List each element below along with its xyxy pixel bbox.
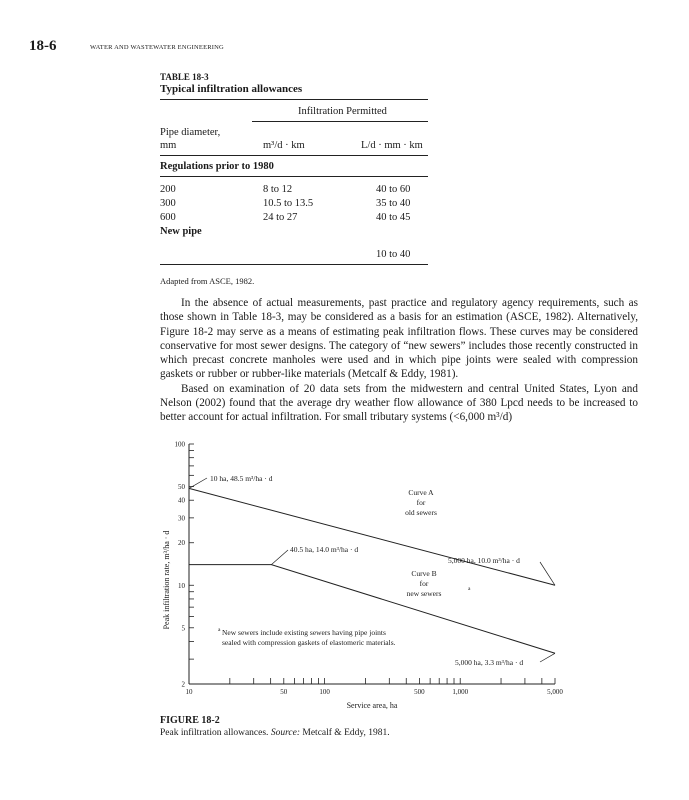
curve-b-label-line3: new sewers xyxy=(406,589,442,598)
y-tick-label: 20 xyxy=(178,539,185,548)
paragraph-1: In the absence of actual measurements, past practice and regulatory agency requirements, such as those shown in Table 18-3, may be considered as a basis for an estimation (ASCE, 1982). Alternatively, Figure 18-2 may serve as a means of estimating peak infiltration flows. These curves may be considered conservative for most sewer designs. The category of “new sewers” includes those recently constructed in which precast concrete manholes were used and in which pipe joints were sealed with compression gaskets or rubber or rubber-like materials (Metcalf & Eddy, 1981). xyxy=(160,297,638,381)
running-title: WATER AND WASTEWATER ENGINEERING xyxy=(90,44,224,51)
table-label: TABLE 18-3 xyxy=(160,72,209,82)
y-tick-label: 100 xyxy=(174,440,185,449)
col3-header: L/d · mm · km xyxy=(361,140,423,151)
x-tick-label: 10 xyxy=(185,688,193,696)
new-pipe-value: 10 to 40 xyxy=(376,249,411,260)
caption-source-label: Source: xyxy=(270,728,301,738)
col1-header-line2: mm xyxy=(160,140,177,151)
x-tick-label: 500 xyxy=(414,688,425,696)
caption-prefix: Peak infiltration allowances. xyxy=(160,728,269,738)
y-tick-label: 30 xyxy=(178,514,185,523)
footnote-marker: a xyxy=(468,586,471,592)
footnote-line2: sealed with compression gaskets of elastomeric materials. xyxy=(222,638,396,647)
page-number: 18-6 xyxy=(29,38,57,54)
y-tick-label: 40 xyxy=(178,496,185,505)
x-tick-label: 100 xyxy=(319,688,330,696)
figure-caption xyxy=(160,728,390,738)
table-cell: 35 to 40 xyxy=(376,198,411,209)
table-cell: 8 to 12 xyxy=(263,184,293,195)
table-source: Adapted from ASCE, 1982. xyxy=(160,276,255,286)
table-cell: 10.5 to 13.5 xyxy=(263,198,314,209)
curve-b-label-line1: Curve B xyxy=(411,569,437,578)
annotation-a-start: 10 ha, 48.5 m³/ha · d xyxy=(210,474,273,483)
col2-header: m³/d · km xyxy=(263,140,305,151)
x-axis-label: Service area, ha xyxy=(346,701,398,710)
table-title: Typical infiltration allowances xyxy=(160,83,303,95)
annotation-a-end: 5,000 ha, 10.0 m³/ha · d xyxy=(448,556,520,565)
leader-a-start xyxy=(189,478,207,488)
leader-b-knee xyxy=(271,550,288,565)
curve-a-label-line2: for xyxy=(416,498,426,507)
curve-b-label-line2: for xyxy=(419,579,429,588)
table-cell: 300 xyxy=(160,198,176,209)
section-new-pipe: New pipe xyxy=(160,226,202,237)
annotation-b-end: 5,000 ha, 3.3 m³/ha · d xyxy=(455,658,524,667)
table-cell: 600 xyxy=(160,212,176,223)
x-tick-label: 5,000 xyxy=(547,688,563,696)
curve-a-line xyxy=(189,488,555,585)
figure-label: FIGURE 18-2 xyxy=(160,715,220,726)
y-axis-label: Peak infiltration rate, m³/ha · d xyxy=(162,530,171,630)
y-tick-label: 5 xyxy=(181,624,185,633)
annotation-b-knee: 40.5 ha, 14.0 m³/ha · d xyxy=(290,545,359,554)
leader-b-end xyxy=(540,653,555,662)
section-prior-1980: Regulations prior to 1980 xyxy=(160,161,274,172)
x-tick-label: 1,000 xyxy=(452,688,469,696)
chart-annotations xyxy=(162,474,523,710)
y-tick-label: 2 xyxy=(181,680,185,689)
curve-a-label-line3: old sewers xyxy=(405,508,437,517)
curve-a-label-line1: Curve A xyxy=(408,488,434,497)
footnote-line1: New sewers include existing sewers having pipe joints xyxy=(222,628,386,637)
caption-source: Metcalf & Eddy, 1981. xyxy=(302,728,390,738)
table-cell: 24 to 27 xyxy=(263,212,298,223)
footnote-marker: a xyxy=(218,627,221,633)
paragraph-2: Based on examination of 20 data sets from the midwestern and central United States, Lyon and Nelson (2002) found that the average dry weather flow allowance of 380 Lpcd needs to be increased to better account for actual infiltration. For small tributary systems (<6,000 m³/d) xyxy=(160,382,638,424)
table-cell: 40 to 45 xyxy=(376,212,411,223)
table-cell: 200 xyxy=(160,184,176,195)
y-tick-label: 10 xyxy=(178,581,185,590)
y-tick-label: 50 xyxy=(178,483,185,492)
group-header: Infiltration Permitted xyxy=(298,106,387,117)
table-cell: 40 to 60 xyxy=(376,184,411,195)
x-tick-label: 50 xyxy=(280,688,288,696)
col1-header-line1: Pipe diameter, xyxy=(160,127,221,138)
